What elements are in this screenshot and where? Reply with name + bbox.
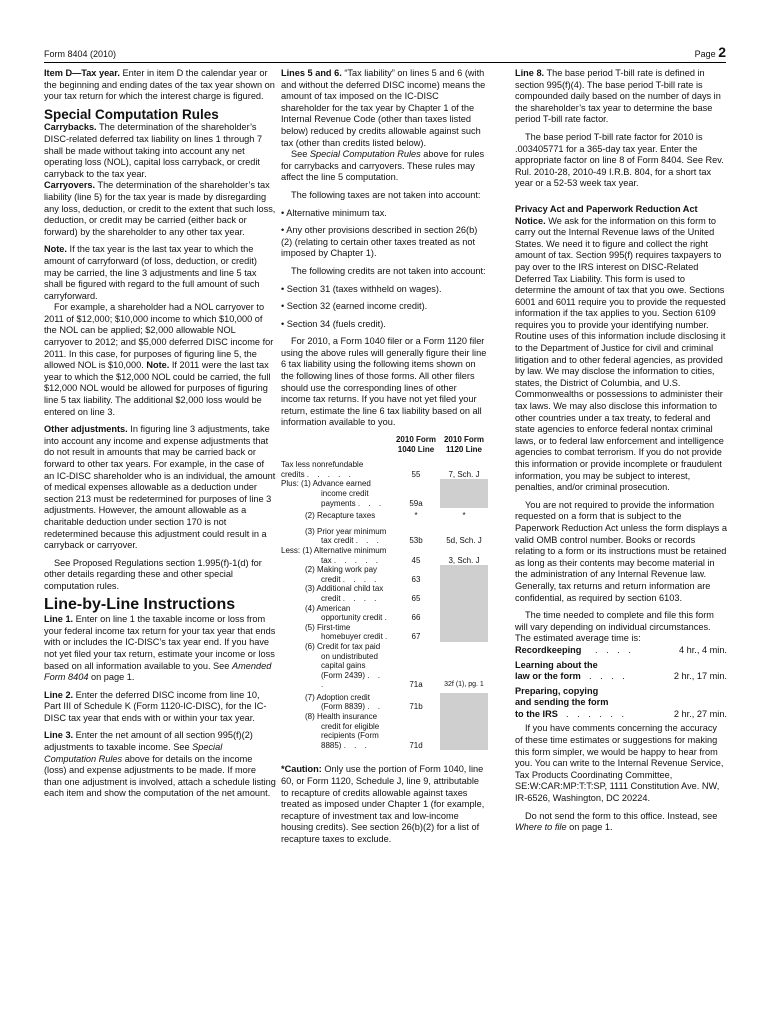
- table-row: on undistributed: [321, 651, 378, 661]
- table-row: credit . . . . 65: [281, 594, 488, 604]
- do-not-send-paragraph: Do not send the form to this office. Instead, see Where to file on page 1.: [515, 810, 718, 833]
- line3-paragraph: Line 3. Enter the net amount of all section 995(f)(2) adjustments to taxable income. See Special Computation Rules above for details on the income (loss) and expense adjustments to be made. If more than one adjustment is involved, attach a schedule listing each item and show the computation of the net amount.: [44, 730, 276, 799]
- recordkeeping-row: Recordkeeping . . . . 4 hr., 4 min.: [515, 644, 727, 655]
- proposed-regulations-paragraph: See Proposed Regulations section 1.995(f)-1(d) for other details regarding these and other special computation rules.: [44, 557, 262, 591]
- table-row: (Form 2439) . . . 71a 32f (1), pg. 1: [321, 670, 484, 690]
- table-row: (8) Health insurance: [281, 712, 488, 722]
- table-row: (Form 8839) . . 71b: [281, 702, 488, 712]
- preparing-row: Preparing, copying and sending the form to the IRS . . . . . . 2 hr., 27 min.: [515, 685, 727, 719]
- learning-row: Learning about the law or the form . . . . 2 hr., 17 min.: [515, 659, 727, 682]
- bullet-26b2: • Any other provisions described in section 26(b)(2) (relating to certain other taxes treated as not imposed by Chapter 1).: [281, 225, 478, 259]
- table-row: Plus: (1) Advance earned: [281, 479, 488, 489]
- for-2010-paragraph: For 2010, a Form 1040 filer or a Form 1120 filer using the above rules will generally figure their line 6 tax liability using the following items shown on the following lines of those forms. All other filers should use the corresponding lines of other income tax returns. If you have not yet filed your return, estimate the line 6 tax liability based on all information available to you.: [281, 336, 487, 428]
- column-middle: [281, 68, 488, 852]
- caution-paragraph: *Caution: Only use the portion of Form 1040, line 60, or Form 1120, Schedule J, line 9, attributable to recapture of credits allowable against taxes treated as imposed under Chapter 1 (for example, recapture of investment tax and low-income housing credits). See section 26(b)(2) for a list of recapture taxes to exclude.: [281, 764, 485, 844]
- table-row: credits . . . . . 55 7, Sch. J: [281, 469, 480, 479]
- table-row: (4) American: [281, 604, 488, 614]
- header-form-1120: 2010 Form 1120 Line: [443, 435, 485, 454]
- example-paragraph: For example, a shareholder had a NOL carryover to 2011 of $12,000; $10,000 income to which $10,000 of the NOL can be applied; $2,000 allowable NOL carryover to 2012; and $5,000 deferred DISC income for 2011. In this case, for purposes of figuring line 5, the allowed NOL is $10,000. Note. If 2011 were the last tax year to which the $12,000 NOL could be carried, the full $12,000 NOL would be allowed for purposes of figuring line 5 tax liability. The additional $2,000 loss would be entered on line 3.: [44, 302, 274, 417]
- table-row: homebuyer credit . 67: [281, 632, 488, 642]
- lines-5-6-paragraph: Lines 5 and 6. “Tax liability” on lines 5 and 6 (with and without the deferred DISC income) means the amount of tax imposed on the IC-DISC shareholder for the tax year by Chapter 1 of the Internal Revenue Code (other than taxes listed below) reduced by credits allowable against such tax (other than credits listed below).: [281, 68, 486, 148]
- table-row: (6) Credit for tax paid: [305, 641, 381, 651]
- table-row: income credit: [281, 489, 488, 499]
- bullet-section31: • Section 31 (taxes withheld on wages).: [281, 283, 442, 294]
- table-row: credit . . . . 63: [281, 575, 488, 585]
- line1-paragraph: Line 1. Enter on line 1 the taxable income or loss from your federal income tax return for your tax year that ends with or includes the IC-DISC’s tax year end. If you have not yet filed your tax return, estimate your income or loss based on all information available to you. See Amended Form 8404 on page 1.: [44, 614, 276, 683]
- table-row: (5) First-time: [281, 623, 488, 633]
- table-row: (3) Additional child tax: [281, 584, 488, 594]
- table-header: [281, 435, 488, 454]
- time-needed-paragraph: The time needed to complete and file this form will vary depending on individual circumstances. The estimated average time is:: [515, 610, 714, 644]
- line8-paragraph: Line 8. The base period T-bill rate is defined in section 995(f)(4). The base period T-bill rate is compounded daily based on the number of days in the shareholder’s tax year to determine the base period T-bill rate factor.: [515, 68, 721, 125]
- table-row: Tax less nonrefundable: [281, 460, 364, 470]
- table-row: payments . . . 59a: [281, 499, 488, 509]
- table-row: recipients (Form: [281, 731, 488, 741]
- see-rules-paragraph: See Special Computation Rules above for rules for carrybacks and carryovers. These rules may affect the line 5 computation.: [281, 149, 485, 183]
- table-row: (2) Recapture taxes * *: [305, 511, 466, 521]
- table-row: tax . . . . . 45 3, Sch. J: [321, 555, 480, 565]
- table-row: tax credit . . . 53b 5d, Sch. J: [321, 536, 482, 546]
- bullet-amt: • Alternative minimum tax.: [281, 207, 387, 218]
- line2-paragraph: Line 2. Enter the deferred DISC income from line 10, Part III of Schedule K (Form 1120-IC-DISC), for the IC-DISC tax year that ends with or within your tax year.: [44, 689, 267, 723]
- column-left: [44, 68, 276, 806]
- carryovers-paragraph: Carryovers. The determination of the shareholder’s tax liability (line 5) for the tax year is made by disregarding any loss, deduction, or credit to the extent that such loss, deduction, or credit may be carried (either back or forward) by the shareholder to any other tax year.: [44, 180, 276, 237]
- taxes-intro: The following taxes are not taken into account:: [291, 189, 481, 200]
- carrybacks-paragraph: Carrybacks. The determination of the shareholder’s DISC-related deferred tax liability on lines 1 through 7 shall be made without taking into account any net operating loss (NOL), capital loss carryback, or credit carryback to the tax year.: [44, 122, 263, 179]
- not-required-paragraph: You are not required to provide the information requested on a form that is subject to the Paperwork Reduction Act unless the form displays a valid OMB control number. Books or records relating to a form or its instructions must be retained as long as their contents may become material in the administration of any Internal Revenue law. Generally, tax returns and return information are confidential, as required by section 6103.: [515, 499, 727, 603]
- table-row: Less: (1) Alternative minimum: [281, 545, 387, 555]
- bullet-section32: • Section 32 (earned income credit).: [281, 301, 428, 312]
- line-reference-table: [281, 435, 488, 750]
- page-header: [44, 42, 726, 63]
- header-form-1040: 2010 Form 1040 Line: [395, 435, 437, 454]
- privacy-act-paragraph: Privacy Act and Paperwork Reduction Act Notice. We ask for the information on this form to carry out the Internal Revenue laws of the United States. We need it to figure and collect the right amount of tax. Section 995(f) requires taxpayers to pay over to the IRS interest on DISC-Related Deferred Tax Liability. This form is used to determine the amount of tax that you owe. Sections 6001 and 6011 require you to provide the requested information if the tax applies to you. Section 6109 requires you to provide your identifying number. Routine uses of this information include disclosing it to the Department of Justice for civil and criminal litigation and to other federal agencies, as provided by law. We may disclose the information to cities, states, the District of Columbia, and U.S. Commonwealths or possessions to administer their tax laws. We may also disclose this information to other countries under a tax treaty, to federal and state agencies to enforce federal nontax criminal laws, or to federal law enforcement and intelligence agencies to combat terrorism. If you do not provide this information or provide incomplete or fraudulent information, you may be subject to interest, penalties, and/or criminal prosecution.: [515, 203, 726, 493]
- table-row: opportunity credit . 66: [281, 613, 488, 623]
- credits-intro: The following credits are not taken into account:: [291, 265, 486, 276]
- bullet-section34: • Section 34 (fuels credit).: [281, 318, 386, 329]
- table-row: credit for eligible: [281, 722, 488, 732]
- tbill-factor-paragraph: The base period T-bill rate factor for 2010 is .003405771 for a 365-day tax year. Enter the appropriate factor on line 8 of Form 8404. See Rev. Rul. 2010-28, 2010-49 I.R.B. 804, for a short tax year or a 52-53 week tax year.: [515, 131, 724, 189]
- other-adjustments-paragraph: Other adjustments. In figuring line 3 adjustments, take into account any income and expense adjustments that do not result in amounts that may be carried back or forward to other tax years. For example, in the case of an IC-DISC shareholder who is an individual, the amount of medical expenses allowable as a deduction under section 213 must be redetermined for purposes of line 3 adjustments. However, the amount allowable as a charitable deduction under section 170 is not redetermined because this adjustment could result in a carryback or carryover.: [44, 424, 276, 551]
- column-right: [515, 68, 727, 840]
- page-number: Page 2: [694, 44, 726, 60]
- item-d-paragraph: Item D—Tax year. Enter in item D the calendar year or the beginning and ending dates of the tax year shown on your tax return for which the interest charge is figured.: [44, 68, 275, 102]
- comments-paragraph: If you have comments concerning the accuracy of these time estimates or suggestions for making this form simpler, we would be happy to hear from you. You can write to the Internal Revenue Service, Tax Products Coordinating Committee, SE:W:CAR:MP:T:T:SP, 1111 Constitution Ave. NW, IR-6526, Washington, DC 20224.: [515, 723, 724, 804]
- table-row: capital gains: [321, 661, 366, 671]
- table-row: 8885) . . . 71d: [281, 741, 488, 751]
- table-row: (2) Making work pay: [281, 565, 488, 575]
- table-row: (7) Adoption credit: [281, 693, 488, 703]
- form-label: Form 8404 (2010): [44, 49, 117, 59]
- table-row: (3) Prior year minimum: [305, 526, 387, 536]
- note-paragraph: Note. If the tax year is the last tax year to which the amount of carryforward (of loss, deduction, or credit) may be carried, the line 3 adjustments and line 5 tax shall be figured with regard to the full amount of such carryforward.: [44, 244, 260, 301]
- line-by-line-heading: Line-by-Line Instructions: [44, 595, 236, 613]
- special-rules-heading: Special Computation Rules: [44, 106, 219, 122]
